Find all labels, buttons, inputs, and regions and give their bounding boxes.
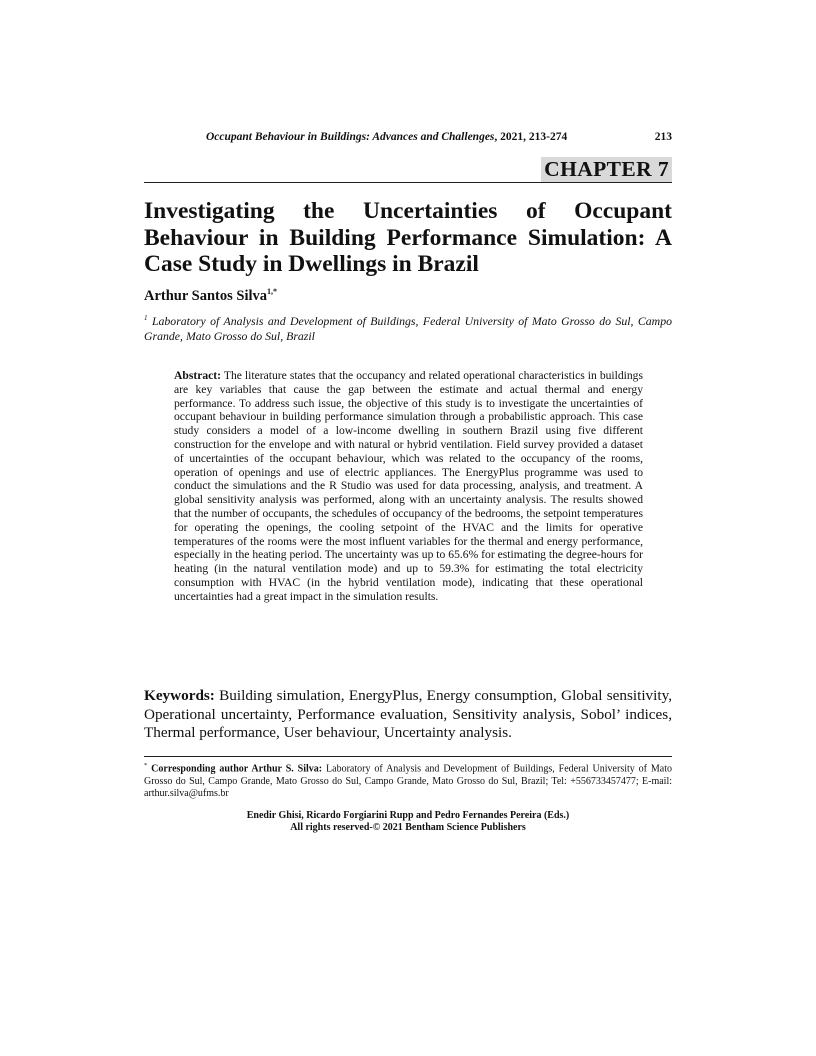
title-line: Investigating the Uncertainties of Occupant bbox=[144, 198, 672, 224]
chapter-divider bbox=[144, 182, 672, 183]
editors-line: Enedir Ghisi, Ricardo Forgiarini Rupp and Pedro Fernandes Pereira (Eds.) bbox=[246, 810, 570, 821]
keywords bbox=[144, 687, 672, 743]
journal-year-pages: , 2021, 213-274 bbox=[494, 131, 568, 143]
keywords-text: Building simulation, EnergyPlus, Energy consumption, Global sensitivity, Operational uncertainty, Performance evaluation, Sensitivity analysis, Sobol’ indices, Thermal performance, User behaviour, Uncertainty analysis. bbox=[144, 687, 672, 741]
footnote-label: Corresponding author Arthur S. Silva: bbox=[151, 763, 323, 775]
editors-block bbox=[144, 810, 672, 834]
author-marks: 1,* bbox=[267, 287, 278, 296]
author-name: Arthur Santos Silva bbox=[144, 287, 268, 304]
abstract bbox=[174, 369, 643, 604]
page-number: 213 bbox=[654, 131, 672, 143]
affiliation bbox=[144, 311, 672, 344]
footnote-text: Laboratory of Analysis and Development of Buildings, Federal University of Mato Grosso do Sul, Campo Grande, Mato Grosso do Sul, Campo Grande, Mato Grosso do Sul, Brazil; Tel: +556733457477; E-mail: arthur.silva@ufms.br bbox=[144, 763, 673, 799]
affiliation-text: Laboratory of Analysis and Development of Buildings, Federal University of Mato Grosso do Sul, Campo Grande, Mato Grosso do Sul, Brazil bbox=[144, 313, 672, 343]
keywords-label: Keywords: bbox=[144, 687, 215, 704]
title-line: Behaviour in Building Performance Simulation: A bbox=[144, 224, 672, 251]
footnote bbox=[144, 760, 672, 800]
running-head bbox=[144, 131, 672, 149]
abstract-label: Abstract: bbox=[174, 369, 222, 382]
journal-name: Occupant Behaviour in Buildings: Advances and Challenges bbox=[206, 131, 495, 143]
footnote-mark: * bbox=[144, 762, 148, 769]
running-head-citation bbox=[206, 131, 567, 143]
copyright-line: All rights reserved-© 2021 Bentham Science Publishers bbox=[290, 822, 526, 833]
title-line: Case Study in Dwellings in Brazil bbox=[144, 251, 479, 277]
chapter-label: CHAPTER 7 bbox=[541, 157, 672, 182]
paper-page bbox=[144, 0, 672, 1056]
paper-title bbox=[144, 198, 672, 278]
affiliation-mark: 1 bbox=[144, 314, 148, 322]
author-line bbox=[144, 287, 277, 305]
abstract-text: The literature states that the occupancy and related operational characteristics in buildings are key variables that cause the gap between the estimate and actual thermal and energy performance. To address such issue, the objective of this study is to investigate the uncertainties of occupant behaviour in building performance simulation through a probabilistic approach. This case study considers a model of a low-income dwelling in southern Brazil using five different construction for the envelope and with natural or hybrid ventilation. Field survey provided a dataset of uncertainties of the occupant behaviour, which was related to the occupancy of the rooms, operation of openings and use of electric appliances. The EnergyPlus programme was used to conduct the simulations and the R Studio was used for data processing, analysis, and treatment. A global sensitivity analysis was performed, along with an uncertainty analysis. The results showed that the number of occupants, the schedules of occupancy of the bedrooms, the setpoint temperatures for operating the openings, the cooling setpoint of the HVAC and the limits for operative temperatures of the rooms were the most influent variables for the thermal and energy performance, especially in the heating period. The uncertainty was up to 65.6% for estimating the degree-hours for heating (in the natural ventilation mode) and up to 59.3% for estimating the total electricity consumption with HVAC (in the hybrid ventilation mode), indicating that these operational uncertainties had a great impact in the simulation results. bbox=[174, 369, 643, 603]
footnote-divider bbox=[144, 756, 672, 757]
